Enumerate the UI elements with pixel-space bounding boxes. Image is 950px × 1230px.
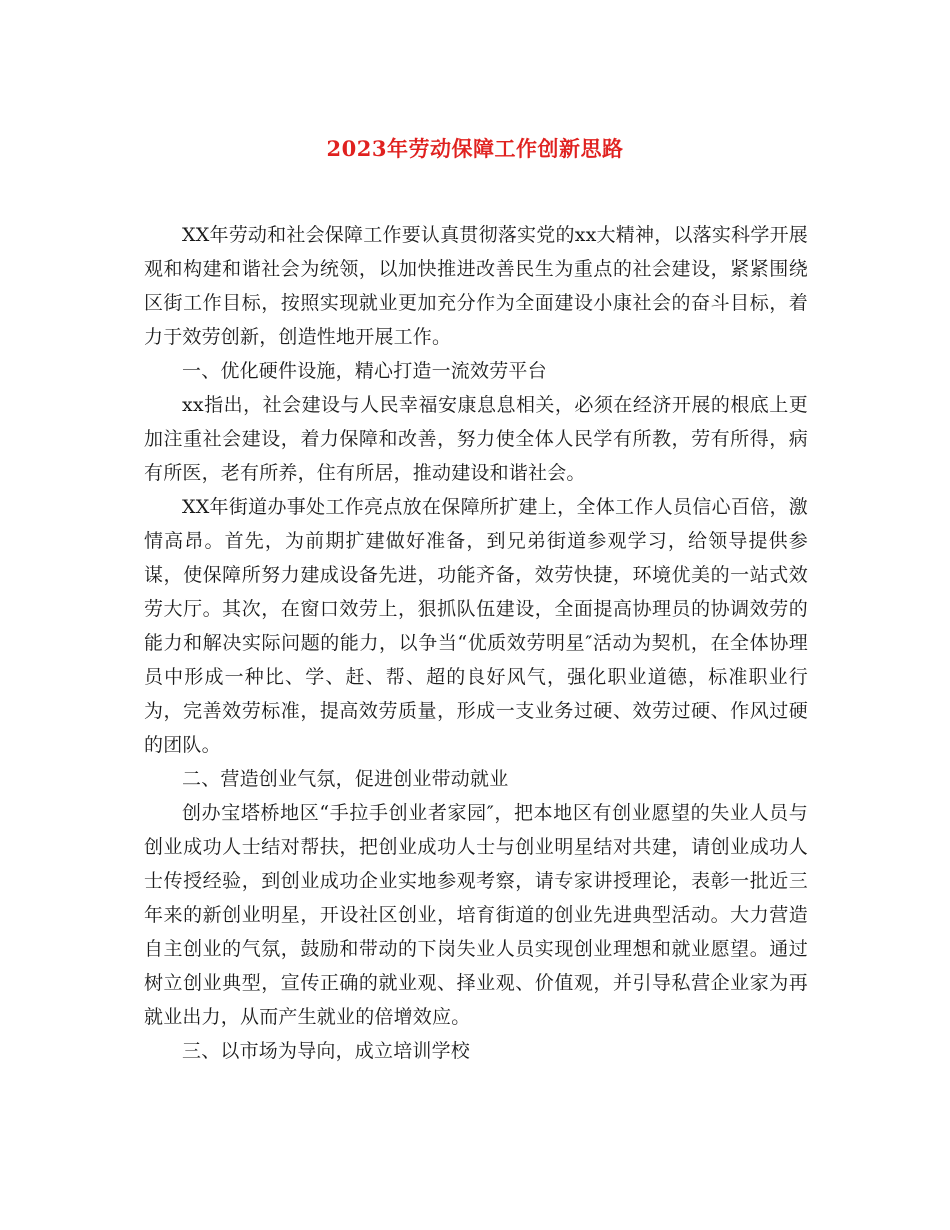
document-body bbox=[144, 218, 808, 1068]
paragraph-entrepreneurship: 创办宝塔桥地区“手拉手创业者家园″，把本地区有创业愿望的失业人员与创业成功人士结对帮扶，把创业成功人士与创业明星结对共建，请创业成功人士传授经验，到创业成功企业实地参观考察，请专家讲授理论，表彰一批近三年来的新创业明星，开设社区创业，培育街道的创业先进典型活动。大力营造自主创业的气氛，鼓励和带动的下岗失业人员实现创业理想和就业愿望。通过树立创业典型，宣传正确的就业观、择业观、价值观，并引导私营企业家为再就业出力，从而产生就业的倍增效应。 bbox=[144, 802, 808, 1028]
paragraph-office-work: XX年街道办事处工作亮点放在保障所扩建上，全体工作人员信心百倍，激情高昂。首先，为前期扩建做好准备，到兄弟街道参观学习，给领导提供参谋，使保障所努力建成设备先进，功能齐备，效劳快捷，环境优美的一站式效劳大厅。其次，在窗口效劳上，狠抓队伍建设，全面提高协理员的协调效劳的能力和解决实际问题的能力，以争当“优质效劳明星″活动为契机，在全体协理员中形成一种比、学、赶、帮、超的良好风气，强化职业道德，标准职业行为，完善效劳标准，提高效劳质量，形成一支业务过硬、效劳过硬、作风过硬的团队。 bbox=[144, 496, 808, 756]
document-title: 2023年劳动保障工作创新思路 bbox=[326, 136, 624, 161]
paragraph-intro: XX年劳动和社会保障工作要认真贯彻落实党的xx大精神，以落实科学开展观和构建和谐社会为统领，以加快推进改善民生为重点的社会建设，紧紧围绕区街工作目标，按照实现就业更加充分作为全面建设小康社会的奋斗目标，着力于效劳创新，创造性地开展工作。 bbox=[144, 224, 808, 348]
section-heading-3: 三、以市场为导向，成立培训学校 bbox=[182, 1040, 471, 1062]
section-heading-2: 二、营造创业气氛，促进创业带动就业 bbox=[182, 768, 509, 790]
section-heading-1: 一、优化硬件设施，精心打造一流效劳平台 bbox=[182, 360, 547, 382]
paragraph-social-construction: xx指出，社会建设与人民幸福安康息息相关，必须在经济开展的根底上更加注重社会建设，着力保障和改善，努力使全体人民学有所教，劳有所得，病有所医，老有所养，住有所居，推动建设和谐社会。 bbox=[144, 394, 808, 484]
